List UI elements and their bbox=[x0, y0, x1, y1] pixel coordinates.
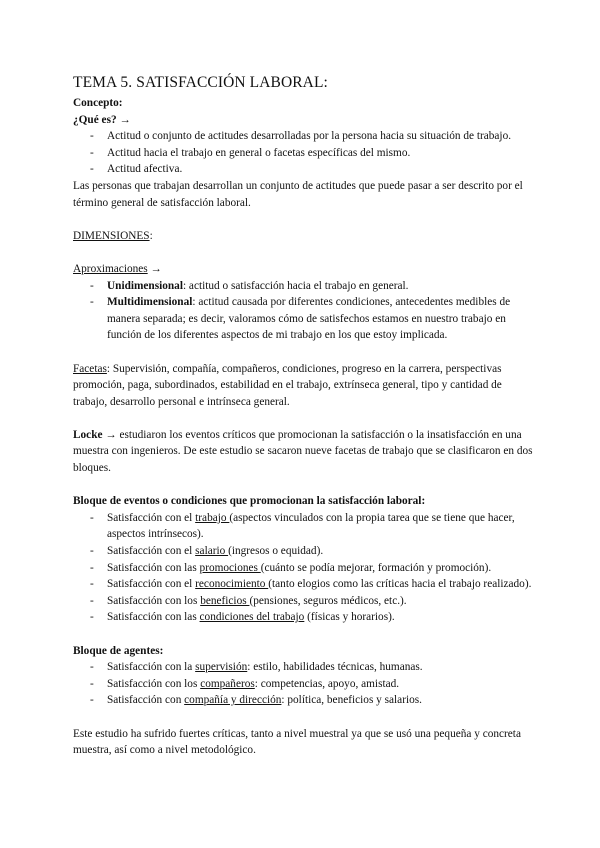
list-item: - Actitud o conjunto de actitudes desarrolladas por la persona hacia su situación de trabajo. bbox=[73, 128, 533, 145]
concepto-heading: Concepto: bbox=[73, 97, 123, 109]
document-title: TEMA 5. SATISFACCIÓN LABORAL: bbox=[73, 74, 328, 91]
document-page bbox=[73, 74, 533, 759]
aproximaciones-label: Aproximaciones bbox=[73, 262, 148, 275]
list-item: - Satisfacción con las condiciones del trabajo (físicas y horarios). bbox=[73, 609, 533, 626]
list-item: - Actitud hacia el trabajo en general o facetas específicas del mismo. bbox=[73, 145, 533, 162]
locke-paragraph: Locke → estudiaron los eventos críticos que promocionan la satisfacción o la insatisfacción en una muestra con ingenieros. De este estudio se sacaron nueve facetas de trabajo que se clasificaron en dos bloques. bbox=[73, 428, 533, 475]
list-item: - Satisfacción con las promociones (cuánto se podía mejorar, formación y promoción). bbox=[73, 560, 533, 577]
list-item: - Satisfacción con los beneficios (pensiones, seguros médicos, etc.). bbox=[73, 593, 533, 610]
list-item: - Multidimensional: actitud causada por diferentes condiciones, antecedentes medibles de manera separada; es decir, valoramos cómo de satisfechos estamos en nuestro trabajo en función de los diferentes aspectos de mi trabajo en los que estoy implicada. bbox=[73, 294, 533, 344]
list-item: - Satisfacción con compañía y dirección: política, beneficios y salarios. bbox=[73, 692, 533, 709]
bloque-eventos-heading: Bloque de eventos o condiciones que promocionan la satisfacción laboral: bbox=[73, 495, 426, 508]
list-item: - Satisfacción con el reconocimiento (tanto elogios como las críticas hacia el trabajo realizado). bbox=[73, 576, 533, 593]
dimensiones-heading: DIMENSIONES: bbox=[73, 229, 153, 242]
dimensiones-label: DIMENSIONES bbox=[73, 229, 150, 242]
list-item: - Satisfacción con los compañeros: competencias, apoyo, amistad. bbox=[73, 676, 533, 693]
list-item: - Satisfacción con el trabajo (aspectos vinculados con la propia tarea que se tiene que hacer, aspectos intrínsecos). bbox=[73, 510, 533, 543]
bloque-agentes-heading: Bloque de agentes: bbox=[73, 644, 164, 657]
list-item: - Unidimensional: actitud o satisfacción hacia el trabajo en general. bbox=[73, 278, 533, 295]
que-es-heading: ¿Qué es? → bbox=[73, 113, 131, 126]
conclusion-paragraph: Este estudio ha sufrido fuertes críticas, tanto a nivel muestral ya que se usó una pequeña y concreta muestra, así como a nivel metodológico. bbox=[73, 727, 521, 757]
list-item: - Satisfacción con el salario (ingresos o equidad). bbox=[73, 543, 533, 560]
list-item: - Actitud afectiva. bbox=[73, 161, 533, 178]
concepto-paragraph: Las personas que trabajan desarrollan un conjunto de actitudes que puede pasar a ser descrito por el término general de satisfacción laboral. bbox=[73, 179, 523, 209]
aproximaciones-list bbox=[73, 278, 533, 344]
bloque-eventos-list bbox=[73, 510, 533, 626]
aproximaciones-heading: Aproximaciones → bbox=[73, 262, 162, 275]
concepto-list bbox=[73, 128, 533, 178]
list-item: - Satisfacción con la supervisión: estilo, habilidades técnicas, humanas. bbox=[73, 659, 533, 676]
bloque-agentes-list bbox=[73, 659, 533, 709]
facetas-paragraph: Facetas: Supervisión, compañía, compañeros, condiciones, progreso en la carrera, perspectivas promoción, paga, subordinados, estabilidad en el trabajo, extrínseca general, tipo y cantidad de trabajo, desarrollo personal e intrínseca general. bbox=[73, 362, 502, 408]
